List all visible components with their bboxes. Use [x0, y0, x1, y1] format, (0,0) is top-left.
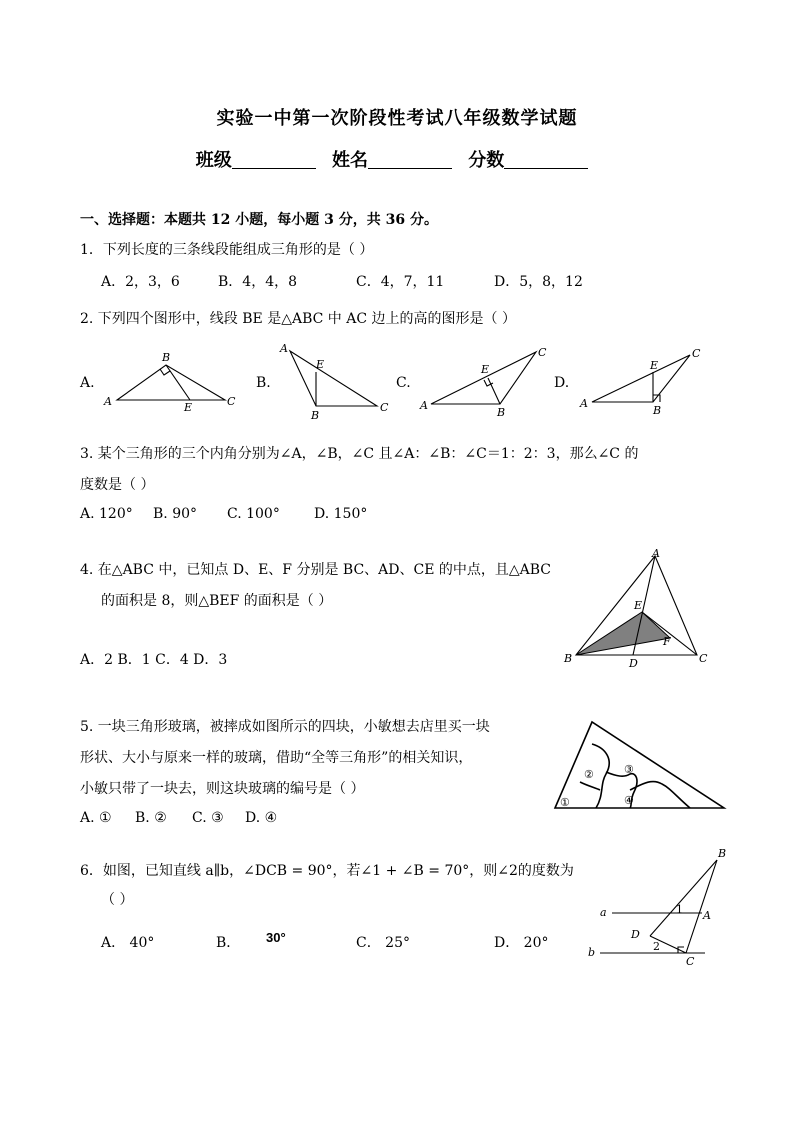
q1-option-c: C．4，7，11: [356, 274, 445, 290]
q4-label-A: A: [652, 547, 660, 560]
q4-label-C: C: [699, 652, 708, 665]
q3-option-b: B. 90°: [153, 506, 198, 522]
q4-label-B: B: [564, 652, 573, 665]
q5-option-a: A. ①: [80, 810, 112, 826]
q6-label-D: D: [631, 928, 640, 941]
q2-b-label-E: E: [316, 358, 325, 371]
q2-a-label-A: A: [104, 395, 112, 408]
q2-d-label-C: C: [692, 347, 701, 360]
q6-paren: （ ）: [101, 892, 134, 908]
q2-figure-b: [290, 351, 377, 406]
q3-stem-line2: 度数是（ ）: [80, 477, 155, 493]
q1-option-a: A．2，3，6: [101, 274, 180, 290]
q5-option-b: B. ②: [135, 810, 167, 826]
class-label: 班级: [195, 150, 232, 171]
class-blank[interactable]: [232, 150, 316, 169]
q2-figures: [0, 335, 794, 425]
q3-option-d: D. 150°: [314, 506, 368, 522]
score-label: 分数: [468, 150, 505, 171]
q4-stem-line2: 的面积是 8，则△BEF 的面积是（ ）: [101, 593, 333, 609]
q5-option-c: C. ③: [192, 810, 224, 826]
q5-stem-line3: 小敏只带了一块去，则这块玻璃的编号是（ ）: [80, 781, 365, 797]
q6-label-2: 2: [653, 940, 660, 953]
q4-stem-line1: 4. 在△ABC 中，已知点 D、E、F 分别是 BC、AD、CE 的中点，且△ABC: [80, 562, 552, 578]
q6-label-A: A: [703, 909, 711, 922]
exam-title: 实验一中第一次阶段性考试八年级数学试题: [216, 108, 578, 129]
q2-b-label-A: A: [280, 342, 288, 355]
q2-c-label-A: A: [420, 399, 428, 412]
q2-figure-c: [431, 352, 536, 404]
score-blank[interactable]: [504, 150, 588, 169]
q4-label-D: D: [629, 657, 638, 670]
q2-a-label-B: B: [162, 351, 171, 364]
q2-a-label-C: C: [227, 395, 236, 408]
q2-c-label-B: B: [497, 406, 506, 419]
q6-label-1: 1: [676, 903, 683, 916]
q6-option-b-value: 30°: [266, 930, 286, 945]
q4-label-E: E: [634, 599, 643, 612]
q4-figure: [560, 545, 720, 670]
q4-options: A．2 B．1 C．4 D．3: [80, 652, 228, 668]
q6-label-C: C: [686, 955, 695, 967]
q5-figure: [548, 715, 730, 815]
q6-figure: [585, 842, 735, 967]
q1-option-d: D．5，8，12: [494, 274, 583, 290]
q3-stem-line1: 3. 某个三角形的三个内角分别为∠A，∠B，∠C 且∠A：∠B：∠C＝1：2：3，那么∠C 的: [80, 446, 639, 462]
q2-d-label-A: A: [580, 397, 588, 410]
q5-stem-line1: 5. 一块三角形玻璃，被摔成如图所示的四块，小敏想去店里买一块: [80, 719, 490, 735]
q2-b-label-C: C: [380, 401, 389, 414]
q2-option-d-letter: D.: [554, 375, 570, 391]
q5-option-d: D. ④: [245, 810, 278, 826]
q2-c-label-C: C: [538, 346, 547, 359]
q4-shaded-triangle-bef: [576, 612, 670, 655]
q6-label-a: a: [600, 906, 607, 919]
student-info-line: [0, 146, 794, 172]
q2-option-c-letter: C.: [396, 375, 411, 391]
q2-stem: 2. 下列四个图形中，线段 BE 是△ABC 中 AC 边上的高的图形是（ ）: [80, 311, 516, 327]
q6-option-a: A． 40°: [101, 935, 155, 951]
q5-piece-4: ④: [624, 794, 634, 807]
q2-d-label-E: E: [650, 359, 659, 372]
q6-label-B: B: [718, 847, 727, 860]
section-heading: 一、选择题：本题共 12 小题，每小题 3 分，共 36 分。: [80, 212, 438, 228]
q2-figure-a: [117, 365, 225, 400]
q2-a-label-E: E: [184, 401, 193, 414]
q6-stem: 6．如图，已知直线 a∥b，∠DCB = 90°，若∠1 + ∠B = 70°，则∠2的度数为: [80, 863, 574, 879]
q5-piece-1: ①: [560, 796, 570, 809]
name-blank[interactable]: [368, 150, 452, 169]
q6-option-d: D． 20°: [494, 935, 549, 951]
q5-piece-2: ②: [584, 768, 594, 781]
q6-label-b: b: [588, 946, 596, 959]
q3-option-a: A. 120°: [80, 506, 133, 522]
q1-option-b: B．4，4，8: [218, 274, 298, 290]
q6-option-c: C． 25°: [356, 935, 410, 951]
q2-option-b-letter: B.: [256, 375, 271, 391]
q6-option-b-letter: B．: [216, 935, 241, 951]
q2-d-label-B: B: [653, 404, 662, 417]
q1-stem: 1．下列长度的三条线段能组成三角形的是（ ）: [80, 242, 374, 258]
q5-stem-line2: 形状、大小与原来一样的玻璃，借助“全等三角形”的相关知识，: [80, 750, 473, 766]
q2-b-label-B: B: [311, 409, 320, 422]
q4-label-F: F: [663, 635, 671, 648]
q2-figure-d: [592, 355, 690, 402]
name-label: 姓名: [332, 150, 368, 171]
q5-piece-3: ③: [624, 763, 634, 776]
q2-option-a-letter: A.: [80, 375, 95, 391]
q2-c-label-E: E: [481, 363, 490, 376]
q3-option-c: C. 100°: [227, 506, 280, 522]
